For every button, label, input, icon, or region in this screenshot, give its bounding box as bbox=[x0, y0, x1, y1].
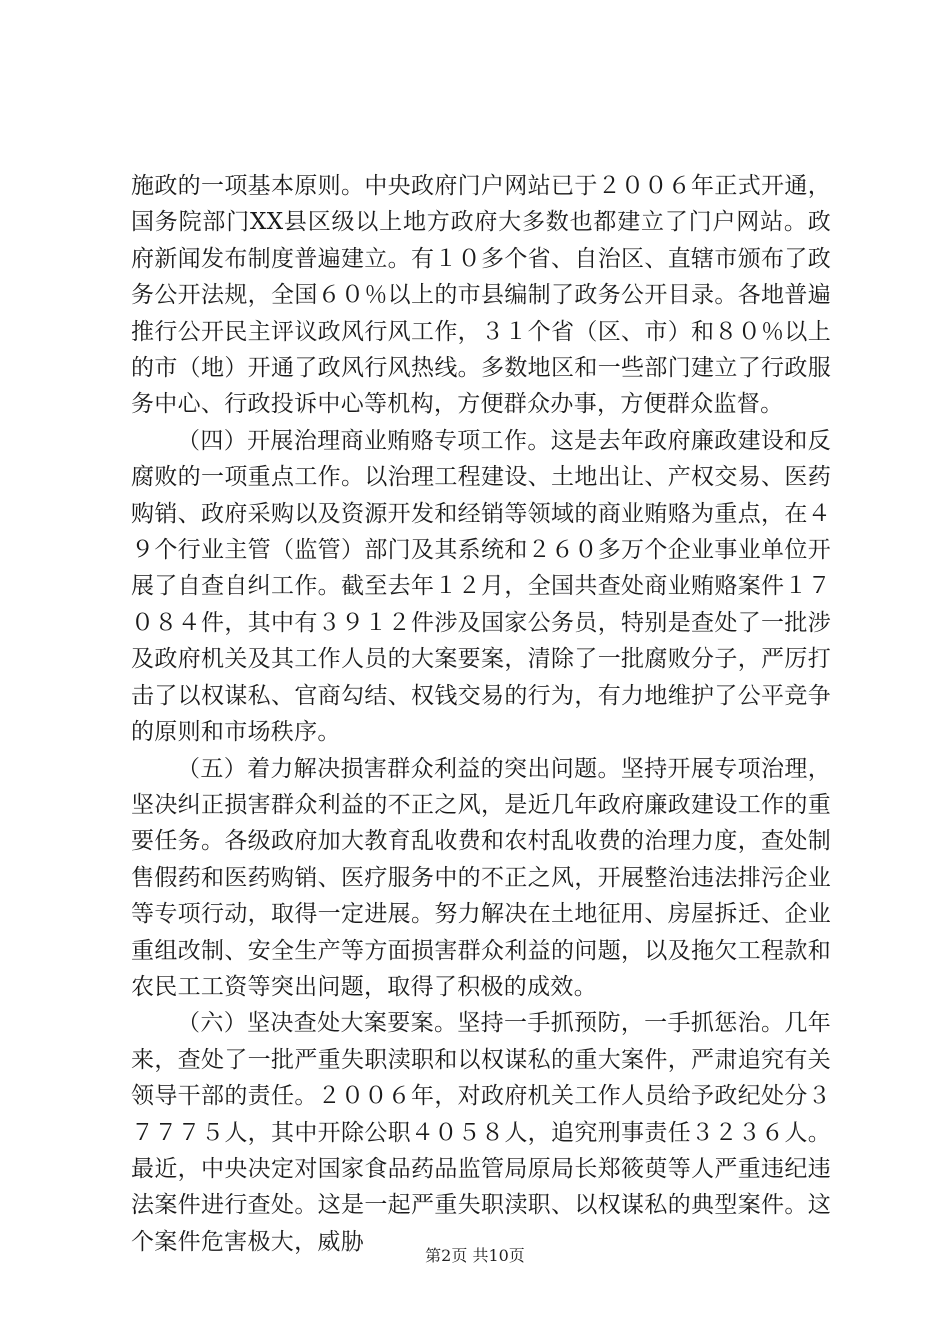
page-number-footer: 第2页 共10页 bbox=[425, 1246, 525, 1265]
paragraph-section-4: （四）开展治理商业贿赂专项工作。这是去年政府廉政建设和反腐败的一项重点工作。以治理工程建设、土地出让、产权交易、医药购销、政府采购以及资源开发和经销等领域的商业贿赂为重点，在４９个行业主管（监管）部门及其系统和２６０多万个企业事业单位开展了自查自纠工作。截至去年１２月，全国共查处商业贿赂案件１７０８４件，其中有３９１２件涉及国家公务员，特别是查处了一批涉及政府机关及其工作人员的大案要案，清除了一批腐败分子，严厉打击了以权谋私、官商勾结、权钱交易的行为，有力地维护了公平竞争的原则和市场秩序。 bbox=[131, 427, 831, 746]
paragraph-section-5: （五）着力解决损害群众利益的突出问题。坚持开展专项治理，坚决纠正损害群众利益的不正之风，是近几年政府廉政建设工作的重要任务。各级政府加大教育乱收费和农村乱收费的治理力度，查处制售假药和医药购销、医疗服务中的不正之风，开展整治违法排污企业等专项行动，取得一定进展。努力解决在土地征用、房屋拆迁、企业重组改制、安全生产等方面损害群众利益的问题，以及拖欠工程款和农民工工资等突出问题，取得了积极的成效。 bbox=[131, 755, 831, 1000]
paragraph-continuation: 施政的一项基本原则。中央政府门户网站已于２００６年正式开通，国务院部门XX县区级以上地方政府大多数也都建立了门户网站。政府新闻发布制度普遍建立。有１０多个省、自治区、直辖市颁布了政务公开法规，全国６０％以上的市县编制了政务公开目录。各地普遍推行公开民主评议政风行风工作，３１个省（区、市）和８０％以上的市（地）开通了政风行风热线。多数地区和一些部门建立了行政服务中心、行政投诉中心等机构，方便群众办事，方便群众监督。 bbox=[131, 173, 831, 418]
body-text bbox=[131, 168, 831, 1260]
paragraph-section-6: （六）坚决查处大案要案。坚持一手抓预防，一手抓惩治。几年来，查处了一批严重失职渎职和以权谋私的重大案件，严肃追究有关领导干部的责任。２００６年，对政府机关工作人员给予政纪处分３７７７５人，其中开除公职４０５８人，追究刑事责任３２３６人。最近，中央决定对国家食品药品监管局原局长郑筱萸等人严重违纪违法案件进行查处。这是一起严重失职渎职、以权谋私的典型案件。这个案件危害极大，威胁 bbox=[131, 1010, 831, 1255]
